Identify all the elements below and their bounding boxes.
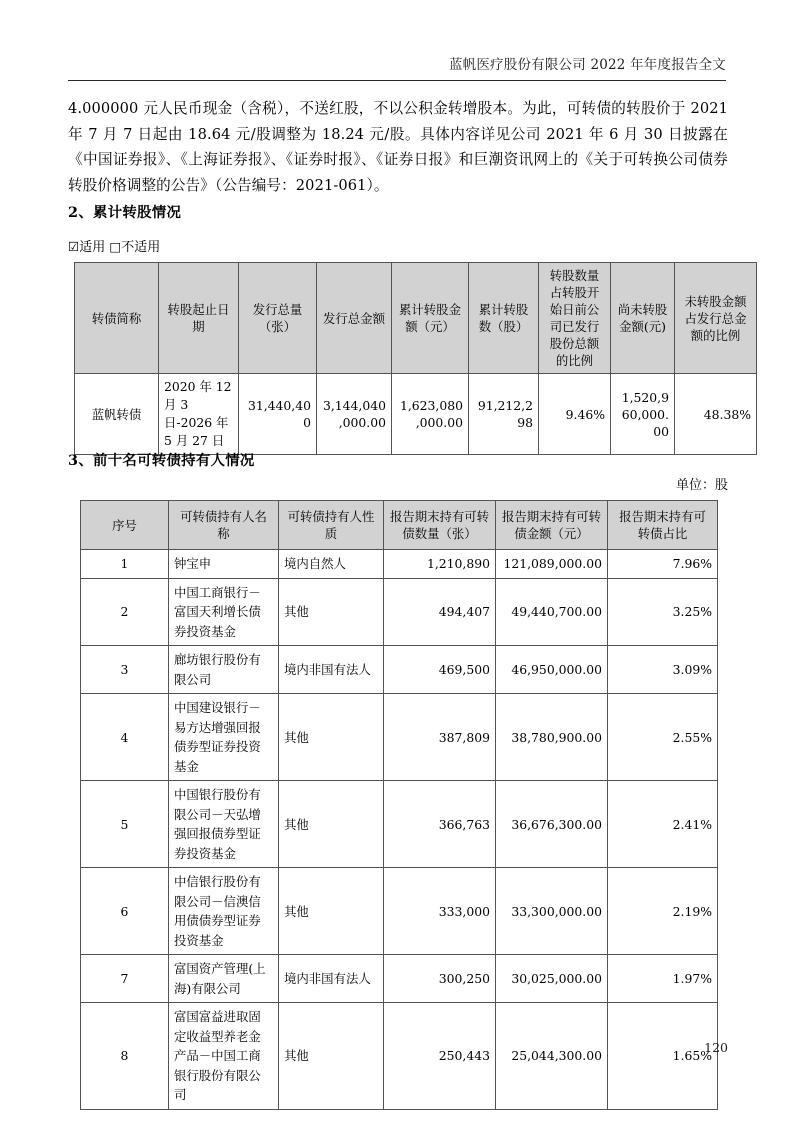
- th-amount: 报告期末持有可转债金额（元）: [496, 501, 608, 550]
- cell-ratio: 1.97%: [608, 955, 718, 1003]
- cell-holder-type: 境内非国有法人: [279, 646, 384, 694]
- body-content: [68, 96, 728, 198]
- th-holder-name: 可转债持有人名称: [169, 501, 279, 550]
- cell-quantity: 250,443: [384, 1003, 496, 1110]
- cell-amount: 30,025,000.00: [496, 955, 608, 1003]
- cumulative-conversion-table-wrap: [74, 262, 751, 455]
- th-quantity: 报告期末持有可转债数量（张）: [384, 501, 496, 550]
- cell-index: 7: [81, 955, 169, 1003]
- th-bond-name: 转债简称: [75, 263, 159, 374]
- section-heading-3: 3、前十名可转债持有人情况: [68, 452, 255, 469]
- cell-holder-type: 境内非国有法人: [279, 955, 384, 1003]
- cell-amount: 38,780,900.00: [496, 694, 608, 781]
- cell-holder-name: 钟宝申: [169, 550, 279, 579]
- cell-holder-name: 中信银行股份有限公司－信澳信用债债券型证券投资基金: [169, 868, 279, 955]
- cell-holder-name: 中国银行股份有限公司－天弘增强回报债券型证券投资基金: [169, 781, 279, 868]
- cell-quantity: 300,250: [384, 955, 496, 1003]
- cell-issue-amount: 3,144,040,000.00: [317, 374, 392, 455]
- cell-index: 3: [81, 646, 169, 694]
- th-cumulative-conversion-amount: 累计转股金额（元）: [392, 263, 469, 374]
- unit-note: 单位：股: [675, 478, 728, 493]
- cumulative-conversion-table: [74, 262, 757, 455]
- table-row: [81, 1003, 718, 1110]
- table-row: [81, 646, 718, 694]
- cell-ratio: 2.55%: [608, 694, 718, 781]
- cell-conversion-period: 2020 年 12 月 3 日-2026 年 5 月 27 日: [159, 374, 239, 455]
- cell-quantity: 333,000: [384, 868, 496, 955]
- cell-holder-type: 其他: [279, 1003, 384, 1110]
- cell-index: 4: [81, 694, 169, 781]
- cell-amount: 46,950,000.00: [496, 646, 608, 694]
- section-heading-2: 2、累计转股情况: [68, 204, 182, 221]
- th-cumulative-conversion-shares: 累计转股数（股）: [469, 263, 539, 374]
- cell-quantity: 469,500: [384, 646, 496, 694]
- cell-quantity: 494,407: [384, 578, 496, 646]
- table-row: [81, 550, 718, 579]
- cell-index: 6: [81, 868, 169, 955]
- cell-holder-type: 其他: [279, 578, 384, 646]
- cell-holder-name: 廊坊银行股份有限公司: [169, 646, 279, 694]
- table-header-row: [75, 263, 757, 374]
- label-applicable: 适用: [79, 240, 106, 255]
- table-row: [81, 694, 718, 781]
- cell-ratio: 7.96%: [608, 550, 718, 579]
- cell-cumulative-conversion-shares: 91,212,298: [469, 374, 539, 455]
- top-holders-table-wrap: [80, 500, 717, 1110]
- table-row: [81, 955, 718, 1003]
- th-issue-volume: 发行总量（张）: [239, 263, 317, 374]
- th-index: 序号: [81, 501, 169, 550]
- cell-quantity: 366,763: [384, 781, 496, 868]
- cell-amount: 121,089,000.00: [496, 550, 608, 579]
- label-not-applicable: 不适用: [121, 240, 161, 255]
- cell-quantity: 387,809: [384, 694, 496, 781]
- cell-amount: 33,300,000.00: [496, 868, 608, 955]
- cell-unconverted-ratio: 48.38%: [675, 374, 757, 455]
- cell-index: 1: [81, 550, 169, 579]
- cell-holder-name: 中国建设银行－易方达增强回报债券型证券投资基金: [169, 694, 279, 781]
- th-unconverted-ratio: 未转股金额占发行总金额的比例: [675, 263, 757, 374]
- cell-quantity: 1,210,890: [384, 550, 496, 579]
- table-row: [81, 781, 718, 868]
- applicability-line: [68, 238, 160, 257]
- cell-holder-name: 富国资产管理(上海)有限公司: [169, 955, 279, 1003]
- th-unconverted-amount: 尚未转股金额(元): [611, 263, 675, 374]
- cell-holder-name: 中国工商银行－富国天利增长债券投资基金: [169, 578, 279, 646]
- cell-holder-type: 其他: [279, 781, 384, 868]
- cell-amount: 25,044,300.00: [496, 1003, 608, 1110]
- cell-ratio: 3.25%: [608, 578, 718, 646]
- cell-cumulative-conversion-amount: 1,623,080,000.00: [392, 374, 469, 455]
- cell-holder-name: 富国富益进取固定收益型养老金产品－中国工商银行股份有限公司: [169, 1003, 279, 1110]
- table-header-row: [81, 501, 718, 550]
- top-holders-table-body: [81, 550, 718, 1110]
- cell-ratio: 2.19%: [608, 868, 718, 955]
- th-ratio: 报告期末持有可转债占比: [608, 501, 718, 550]
- th-conversion-period: 转股起止日期: [159, 263, 239, 374]
- table-row: [75, 374, 757, 455]
- page-number: 120: [704, 1040, 728, 1055]
- cell-index: 8: [81, 1003, 169, 1110]
- th-holder-type: 可转债持有人性质: [279, 501, 384, 550]
- table-row: [81, 578, 718, 646]
- cell-ratio: 2.41%: [608, 781, 718, 868]
- cell-holder-type: 其他: [279, 694, 384, 781]
- th-issue-amount: 发行总金额: [317, 263, 392, 374]
- th-conversion-share-ratio: 转股数量占转股开始日前公司已发行股份总额的比例: [539, 263, 611, 374]
- top-holders-table: [80, 500, 718, 1110]
- paragraph-text: 4.000000 元人民币现金（含税），不送红股，不以公积金转增股本。为此，可转债的转股价于 2021 年 7 月 7 日起由 18.64 元/股调整为 18.24 元/股。具体内容详见公司 2021 年 6 月 30 日披露在《中国证券报》、《上海证券报》、《证券时报》、《证券日报》和巨潮资讯网上的《关于可转换公司债券转股价格调整的公告》（公告编号：2021-061）。: [68, 100, 728, 194]
- cell-ratio: 1.65%: [608, 1003, 718, 1110]
- cell-conversion-share-ratio: 9.46%: [539, 374, 611, 455]
- header-rule: [68, 80, 726, 81]
- cell-unconverted-amount: 1,520,960,000.00: [611, 374, 675, 455]
- running-header: 蓝帆医疗股份有限公司 2022 年年度报告全文: [448, 57, 726, 73]
- cell-amount: 49,440,700.00: [496, 578, 608, 646]
- checkbox-applicable-checked[interactable]: ☑: [68, 239, 80, 254]
- cell-ratio: 3.09%: [608, 646, 718, 694]
- cell-bond-name: 蓝帆转债: [75, 374, 159, 455]
- cell-issue-volume: 31,440,400: [239, 374, 317, 455]
- checkbox-not-applicable[interactable]: □: [109, 239, 122, 254]
- cell-holder-type: 境内自然人: [279, 550, 384, 579]
- cell-index: 2: [81, 578, 169, 646]
- cell-holder-type: 其他: [279, 868, 384, 955]
- cell-amount: 36,676,300.00: [496, 781, 608, 868]
- table-row: [81, 868, 718, 955]
- cell-index: 5: [81, 781, 169, 868]
